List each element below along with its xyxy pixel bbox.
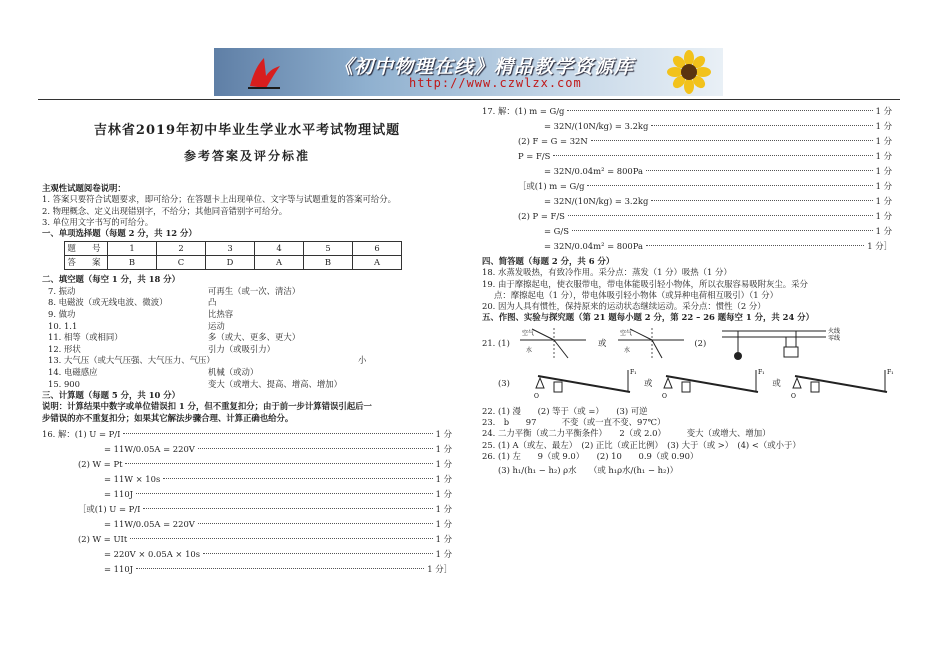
air-label: 空气 <box>620 329 633 337</box>
table-cell: D <box>206 256 255 270</box>
fill-answer-row <box>42 344 452 356</box>
neutral-wire-label: 零线 <box>828 334 841 342</box>
experiment-answer: 22. (1) 漫 (2) 等于（或 =） (3) 可逆 <box>482 405 648 416</box>
dotted-leader <box>130 538 432 539</box>
pivot-label: O <box>790 392 796 400</box>
table-header: 题 号 <box>65 242 108 256</box>
pivot-label: O <box>662 392 668 400</box>
answer-sheet <box>40 104 895 661</box>
answer-item: 引力（或吸引力） <box>208 343 275 354</box>
solution-step <box>42 457 452 472</box>
answer-item <box>208 355 358 367</box>
step-score: 1 分 <box>435 533 452 544</box>
site-logo-icon <box>244 56 284 90</box>
dotted-leader <box>591 140 873 141</box>
table-cell: C <box>157 256 206 270</box>
left-column <box>42 114 452 577</box>
experiment-answer: 25. (1) A（或左、最左） (2) 正比（或正比例） (3) 大于（或 >） (4) <（或小于） <box>482 439 801 450</box>
table-cell: 3 <box>206 242 255 256</box>
solution-step <box>42 427 452 442</box>
answer-item: 15. 900 <box>48 378 80 389</box>
step-score: 1 分 <box>435 503 452 514</box>
dotted-leader <box>136 568 424 569</box>
step-expression: = 220V × 0.05A × 10s <box>104 548 201 559</box>
answer-item: 7. 振动 <box>48 285 76 296</box>
air-label: 空气 <box>522 329 535 337</box>
step-expression: 17. 解：(1) m = G/g <box>482 105 565 116</box>
solution-step <box>482 179 892 194</box>
answer-item: 12. 形状 <box>48 343 81 354</box>
solution-step <box>42 472 452 487</box>
step-expression: (2) P = F/S <box>518 210 565 221</box>
banner-title: 《初中物理在线》精品教学资源库 <box>334 56 635 78</box>
step-expression: = 32N/0.04m² = 800Pa <box>544 240 644 251</box>
dotted-leader <box>568 215 873 216</box>
experiment-answer: 26. (1) 左 9（或 9.0） (2) 10 0.9（或 0.90） <box>482 450 699 461</box>
dotted-leader <box>587 185 872 186</box>
dotted-leader <box>136 493 433 494</box>
dotted-leader <box>651 125 872 126</box>
step-score: 1 分 <box>435 428 452 439</box>
right-column <box>482 104 892 477</box>
step-expression: (2) W = UIt <box>78 533 128 544</box>
step-score: 1 分 <box>435 443 452 454</box>
dotted-leader <box>198 523 433 524</box>
q21-diagrams-row1 <box>482 324 892 364</box>
dotted-leader <box>123 433 432 434</box>
solution-step <box>42 532 452 547</box>
answer-item: 13. 大气压（或大气压强、大气压力、气压） <box>48 355 215 366</box>
force-label: F₁ <box>758 368 765 376</box>
fill-answer-row <box>42 321 452 333</box>
step-score: 1 分 <box>875 105 892 116</box>
step-expression: = 11W/0.05A = 220V <box>104 518 195 529</box>
table-row <box>65 256 402 270</box>
short-answer: 20. 因为人具有惯性，保持原来的运动状态继续运动。采分点：惯性（2 分） <box>482 301 766 312</box>
general-notes-header: 主观性试题阅卷说明： <box>42 182 126 193</box>
part3-label: (3) <box>498 378 510 389</box>
lever-diagram-1 <box>534 366 637 402</box>
table-row <box>65 242 402 256</box>
table-cell: A <box>255 256 304 270</box>
dotted-leader <box>646 245 864 246</box>
step-score: 1 分］ <box>867 240 892 251</box>
step-score: 1 分 <box>875 120 892 131</box>
table-cell: 6 <box>353 242 402 256</box>
step-score: 1 分 <box>435 518 452 529</box>
step-expression: 16. 解：(1) U = P/I <box>42 428 121 439</box>
household-circuit-diagram <box>714 325 864 363</box>
solution-step <box>482 119 892 134</box>
answer-item: 运动 <box>208 320 225 331</box>
solution-step <box>42 562 452 577</box>
water-label: 水 <box>526 346 533 354</box>
section2-title: 二、填空题（每空 1 分，共 18 分） <box>42 274 181 285</box>
lever-diagram-2 <box>662 366 765 402</box>
fill-blank-answers <box>42 286 452 390</box>
step-score: 1 分 <box>875 180 892 191</box>
solution-step <box>42 487 452 502</box>
q17-solution <box>482 104 892 254</box>
lever-diagram-3 <box>790 366 894 402</box>
answer-item: 小 <box>358 355 367 366</box>
step-score: 1 分 <box>875 225 892 236</box>
q21-label: 21. (1) <box>482 338 510 349</box>
answer-item: 8. 电磁波（或无线电波、微波） <box>48 297 168 308</box>
section5-title: 五、作图、实验与探究题（第 21 题每小题 2 分，第 22 – 26 题每空 1 分，共 24 分） <box>482 312 814 323</box>
solution-step <box>482 209 892 224</box>
answer-item: 变大（或增大、提高、增高、增加） <box>208 378 342 389</box>
step-score: 1 分 <box>435 548 452 559</box>
q21-diagrams-row2 <box>482 364 892 404</box>
or-label: 或 <box>644 378 653 389</box>
section4-title: 四、简答题（每题 2 分，共 6 分） <box>482 256 615 266</box>
water-label: 水 <box>624 346 631 354</box>
step-expression: = 11W/0.05A = 220V <box>104 443 195 454</box>
section3-note: 步错误的亦不重复扣分；如果其它解法步骤合理、计算正确也给分。 <box>42 412 294 423</box>
site-banner <box>214 48 723 96</box>
choice-answer-table <box>64 241 402 270</box>
table-header: 答 案 <box>65 256 108 270</box>
section1-title: 一、单项选择题（每题 2 分，共 12 分） <box>42 228 197 239</box>
general-note: 1. 答案只要符合试题要求，即可给分；在答题卡上出现单位、文字等与试题重复的答案可给分。 <box>42 194 397 205</box>
dotted-leader <box>125 463 432 464</box>
step-expression: P = F/S <box>518 150 551 161</box>
step-expression: = 32N/0.04m² = 800Pa <box>544 165 644 176</box>
dotted-leader <box>203 553 433 554</box>
answer-item: 比热容 <box>208 308 234 319</box>
table-cell: B <box>108 256 157 270</box>
step-expression: = 11W × 10s <box>104 473 161 484</box>
fill-answer-row <box>42 309 452 321</box>
table-cell: B <box>304 256 353 270</box>
dotted-leader <box>651 200 872 201</box>
step-score: 1 分 <box>875 195 892 206</box>
step-score: 1 分 <box>435 458 452 469</box>
answer-item: 可再生（或一次、清洁） <box>208 285 301 296</box>
short-answer: 点：摩擦起电（1 分），带电体吸引轻小物体（或异种电荷相互吸引）（1 分） <box>494 289 778 300</box>
answer-item: 多（或大、更多、更大） <box>208 332 301 343</box>
live-wire-label: 火线 <box>828 327 841 335</box>
pivot-label: O <box>534 392 539 400</box>
dotted-leader <box>646 170 873 171</box>
step-expression: = 32N/(10N/kg) = 3.2kg <box>544 195 649 206</box>
experiment-answer: (3) h₁/(h₁ − h₂) ρ水 （或 h₁ρ水/(h₁ − h₂)） <box>498 465 679 476</box>
refraction-diagram-2 <box>616 326 686 362</box>
dotted-leader <box>567 110 872 111</box>
step-expression: = 110J <box>104 563 134 574</box>
solution-step <box>42 502 452 517</box>
step-score: 1 分 <box>875 210 892 221</box>
table-cell: 1 <box>108 242 157 256</box>
fill-answer-row <box>42 379 452 391</box>
answer-item: 9. 做功 <box>48 308 76 319</box>
step-expression: = 110J <box>104 488 134 499</box>
solution-step <box>482 239 892 254</box>
step-score: 1 分 <box>875 165 892 176</box>
answer-item: 10. 1.1 <box>48 320 78 331</box>
step-expression: (2) F = G = 32N <box>518 135 588 146</box>
or-label: 或 <box>772 378 781 389</box>
answer-item: 14. 电磁感应 <box>48 366 98 377</box>
table-cell: 5 <box>304 242 353 256</box>
table-cell: 4 <box>255 242 304 256</box>
solution-step <box>482 164 892 179</box>
experiment-answer: 23. b 97 不变（或一直不变、97℃） <box>482 417 666 428</box>
solution-step <box>482 194 892 209</box>
dotted-leader <box>163 478 432 479</box>
document-title: 吉林省2019年初中毕业生学业水平考试物理试题 <box>93 123 401 138</box>
step-score: 1 分 <box>435 473 452 484</box>
step-expression: (2) W = Pt <box>78 458 123 469</box>
dotted-leader <box>143 508 432 509</box>
q16-solution <box>42 427 452 577</box>
fill-answer-row <box>42 297 452 309</box>
solution-step <box>42 442 452 457</box>
section3-note: 说明：计算结果中数字或单位错误扣 1 分，但不重复扣分；由于前一步计算错误引起后一 <box>42 401 372 412</box>
section3-title: 三、计算题（每题 5 分，共 10 分） <box>42 390 181 401</box>
or-label: 或 <box>598 338 607 349</box>
step-expression: ［或(1) m = G/g <box>518 180 585 191</box>
step-score: 1 分 <box>875 150 892 161</box>
table-cell: 2 <box>157 242 206 256</box>
answer-item: 凸 <box>208 297 217 308</box>
part2-label: (2) <box>694 338 707 349</box>
solution-step <box>42 517 452 532</box>
table-cell: A <box>353 256 402 270</box>
banner-url: http://www.czwlzx.com <box>409 76 582 90</box>
header-rule <box>38 99 900 100</box>
solution-step <box>42 547 452 562</box>
solution-step <box>482 149 892 164</box>
short-answer: 18. 水蒸发吸热，有致冷作用。采分点：蒸发（1 分）吸热（1 分） <box>482 267 732 278</box>
general-note: 2. 物理概念、定义出现错别字，不给分；其他同音错别字可给分。 <box>42 205 288 216</box>
answer-item: 11. 相等（或相同） <box>48 332 123 343</box>
step-expression: = G/S <box>544 225 569 236</box>
answer-item: 机械（或动） <box>208 366 259 377</box>
step-score: 1 分 <box>875 135 892 146</box>
solution-step <box>482 134 892 149</box>
fill-answer-row <box>42 367 452 379</box>
step-expression: ［或(1) U = P/I <box>78 503 141 514</box>
dotted-leader <box>553 155 872 156</box>
document-subtitle: 参考答案及评分标准 <box>183 149 310 164</box>
refraction-diagram-1 <box>518 326 588 362</box>
step-expression: = 32N/(10N/kg) = 3.2kg <box>544 120 649 131</box>
experiment-answer: 24. 二力平衡（或二力平衡条件） 2（或 2.0） 变大（或增大、增加） <box>482 428 771 439</box>
step-score: 1 分］ <box>427 563 452 574</box>
dotted-leader <box>198 448 433 449</box>
fill-answer-row <box>42 286 452 298</box>
solution-step <box>482 224 892 239</box>
solution-step <box>482 104 892 119</box>
fill-answer-row <box>42 332 452 344</box>
sunflower-icon <box>665 50 713 94</box>
step-score: 1 分 <box>435 488 452 499</box>
dotted-leader <box>572 230 873 231</box>
force-label: F₁ <box>630 368 637 376</box>
force-label: F₁ <box>886 368 894 376</box>
fill-answer-row <box>42 355 452 367</box>
general-note: 3. 单位用文字书写的可给分。 <box>42 216 154 227</box>
short-answer: 19. 由于摩擦起电，使衣服带电，带电体能吸引轻小物体，所以衣服容易吸附灰尘。采分 <box>482 278 808 289</box>
